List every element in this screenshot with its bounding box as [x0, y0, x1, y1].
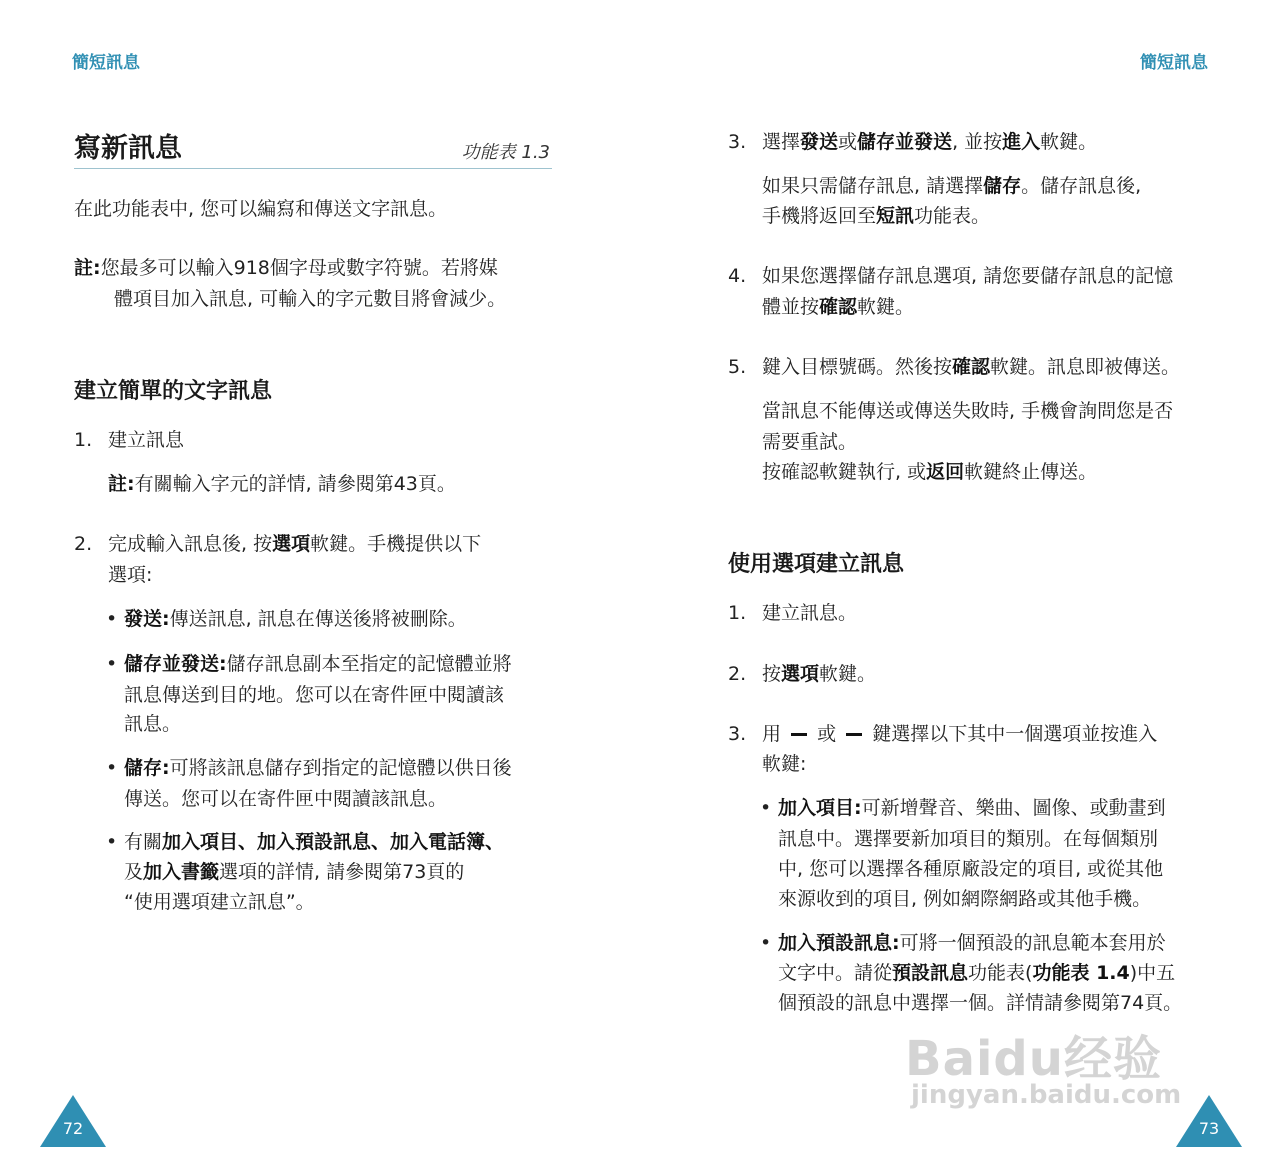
running-head: 簡短訊息 [72, 53, 140, 73]
softkey-name: 返回 [926, 461, 965, 483]
bullet-text: )中五 [1129, 962, 1176, 984]
bullet-text: 儲存訊息副本至指定的記憶體並將 [226, 653, 512, 675]
step-detail [762, 457, 1097, 488]
step-text: 建立訊息。 [762, 602, 858, 624]
bullet-text: 可新增聲音、樂曲、圖像、或動畫到 [861, 797, 1166, 819]
note-text: 您最多可以輸入918個字母或數字符號。若將媒 [100, 257, 498, 279]
bullet-item [778, 928, 1166, 959]
bullet-label: 發送: [124, 608, 170, 630]
step-text-line-2 [762, 292, 914, 323]
step-note-text: 有關輸入字元的詳情, 請參閱第43頁。 [134, 473, 456, 495]
bullet-label: 加入項目: [778, 797, 862, 819]
step-text [108, 529, 481, 560]
bullet-dot: • [760, 932, 772, 954]
step-text-part: 按確認軟鍵執行, 或 [762, 461, 927, 483]
step-text-part: 軟鍵。 [857, 296, 915, 318]
bullet-item [778, 793, 1166, 824]
bullet-text: 功能表( [968, 962, 1033, 984]
page-number: 73 [1198, 1119, 1220, 1138]
bullet-item [124, 753, 512, 784]
step-text-part: , 並按 [952, 131, 1003, 153]
step-number: 2. [74, 533, 93, 555]
step-number: 4. [728, 265, 747, 287]
step-number: 3. [728, 131, 747, 153]
step-text [762, 659, 876, 690]
bullet-text-line: 來源收到的項目, 例如網際網路或其他手機。 [778, 888, 1152, 910]
step-text-part: 軟鍵。 [1040, 131, 1098, 153]
step-text-part: 選擇 [762, 131, 801, 153]
step-detail: 當訊息不能傳送或傳送失敗時, 手機會詢問您是否 [762, 400, 1174, 422]
step-text-part: 軟鍵終止傳送。 [964, 461, 1098, 483]
bullet-text: 有關 [124, 831, 163, 853]
step-text-part: 。儲存訊息後, [1021, 175, 1142, 197]
bullet-text-line: 訊息中。選擇要新加項目的類別。在每個類別 [778, 828, 1159, 850]
step-text-part: 用 [762, 723, 782, 745]
bullet-text: 可將該訊息儲存到指定的記憶體以供日後 [169, 757, 512, 779]
step-text [762, 127, 1097, 158]
step-text-part: 體並按 [762, 296, 820, 318]
nav-key-down-icon [846, 733, 862, 736]
bullet-dot: • [106, 757, 118, 779]
step-text-part: 鍵入目標號碼。然後按 [762, 356, 953, 378]
title-row [74, 126, 552, 169]
bullet-label: 儲存: [124, 757, 170, 779]
right-page [640, 0, 1280, 1172]
bullet-dot: • [106, 831, 118, 853]
step-number: 1. [728, 602, 747, 624]
bullet-text: 可將一個預設的訊息範本套用於 [899, 932, 1166, 954]
bullet-label: 儲存並發送: [124, 653, 227, 675]
bullet-text-line [778, 958, 1175, 989]
menu-name: 預設訊息 [892, 962, 969, 984]
softkey-name: 確認 [952, 356, 991, 378]
page-title: 寫新訊息 [74, 133, 182, 164]
bullet-label: 加入預設訊息: [778, 932, 900, 954]
step-text-part: 或 [838, 131, 858, 153]
option-names: 加入項目、加入預設訊息、加入電話簿、 [162, 831, 505, 853]
watermark-url: jingyan.baidu.com [911, 1080, 1182, 1110]
bullet-text-line: 個預設的訊息中選擇一個。詳情請參閱第74頁。 [778, 992, 1183, 1014]
step-detail: 需要重試。 [762, 431, 858, 453]
bullet-text-line: 訊息。 [124, 713, 182, 735]
bullet-item [124, 649, 512, 680]
bullet-text: 文字中。請從 [778, 962, 893, 984]
step-number: 5. [728, 356, 747, 378]
step-text-line-2: 軟鍵: [762, 753, 807, 775]
step-text [762, 352, 1180, 383]
bullet-item [124, 827, 504, 858]
softkey-name: 選項 [272, 533, 311, 555]
bullet-text-line: 訊息傳送到目的地。您可以在寄件匣中閱讀該 [124, 684, 505, 706]
baidu-watermark [905, 1020, 1205, 1120]
step-text-part: 軟鍵。手機提供以下 [310, 533, 482, 555]
step-text: 如果您選擇儲存訊息選項, 請您要儲存訊息的記憶 [762, 265, 1174, 287]
bullet-text-line: 傳送。您可以在寄件匣中閱讀該訊息。 [124, 788, 448, 810]
step-text-part: 鍵選擇以下其中一個選項並按進入 [872, 723, 1158, 745]
step-note-label: 註: [108, 473, 135, 495]
softkey-name: 確認 [819, 296, 858, 318]
bullet-dot: • [106, 653, 118, 675]
step-text [762, 719, 1157, 750]
step-text-part: 完成輸入訊息後, 按 [108, 533, 273, 555]
menu-ref-bold: 功能表 1.4 [1032, 962, 1130, 984]
step-text-part: 如果只需儲存訊息, 請選擇 [762, 175, 984, 197]
running-head: 簡短訊息 [1140, 53, 1208, 73]
section-heading: 使用選項建立訊息 [728, 552, 905, 577]
bullet-text: 選項的詳情, 請參閱第73頁的 [219, 861, 465, 883]
intro-text: 在此功能表中, 您可以編寫和傳送文字訊息。 [74, 198, 448, 220]
step-detail [762, 171, 1141, 202]
page-number: 72 [62, 1119, 84, 1138]
note-label: 註: [74, 257, 101, 279]
step-text: 建立訊息 [108, 429, 185, 451]
step-note [108, 469, 456, 500]
softkey-name: 選項 [781, 663, 820, 685]
bullet-dot: • [106, 608, 118, 630]
bullet-text-line: “使用選項建立訊息”。 [124, 891, 315, 913]
option-name: 儲存 [983, 175, 1022, 197]
step-text-part: 功能表。 [914, 205, 991, 227]
step-text-part: 手機將返回至 [762, 205, 877, 227]
step-text-part: 軟鍵。訊息即被傳送。 [990, 356, 1181, 378]
nav-key-up-icon [791, 733, 807, 736]
bullet-dot: • [760, 797, 772, 819]
bullet-text: 傳送訊息, 訊息在傳送後將被刪除。 [169, 608, 467, 630]
menu-reference: 功能表 1.3 [461, 142, 550, 163]
step-number: 3. [728, 723, 747, 745]
watermark-logo: Baidu经验 [905, 1031, 1162, 1087]
section-heading: 建立簡單的文字訊息 [74, 379, 273, 404]
bullet-item [124, 604, 467, 635]
step-text-line-2: 選項: [108, 564, 153, 586]
softkey-name: 進入 [1002, 131, 1041, 153]
bullet-text: 及 [124, 861, 144, 883]
option-name: 加入書籤 [143, 861, 220, 883]
step-detail [762, 201, 990, 232]
menu-name: 短訊 [876, 205, 915, 227]
step-text-part: 軟鍵。 [819, 663, 877, 685]
step-number: 2. [728, 663, 747, 685]
step-text-part: 或 [817, 723, 837, 745]
step-number: 1. [74, 429, 93, 451]
bullet-text-line: 中, 您可以選擇各種原廠設定的項目, 或從其他 [778, 858, 1164, 880]
note-line [74, 253, 498, 284]
step-text-part: 按 [762, 663, 782, 685]
note-line-2: 體項目加入訊息, 可輸入的字元數目將會減少。 [114, 288, 507, 310]
option-name: 儲存並發送 [857, 131, 953, 153]
bullet-text-line [124, 857, 464, 888]
option-name: 發送 [800, 131, 839, 153]
